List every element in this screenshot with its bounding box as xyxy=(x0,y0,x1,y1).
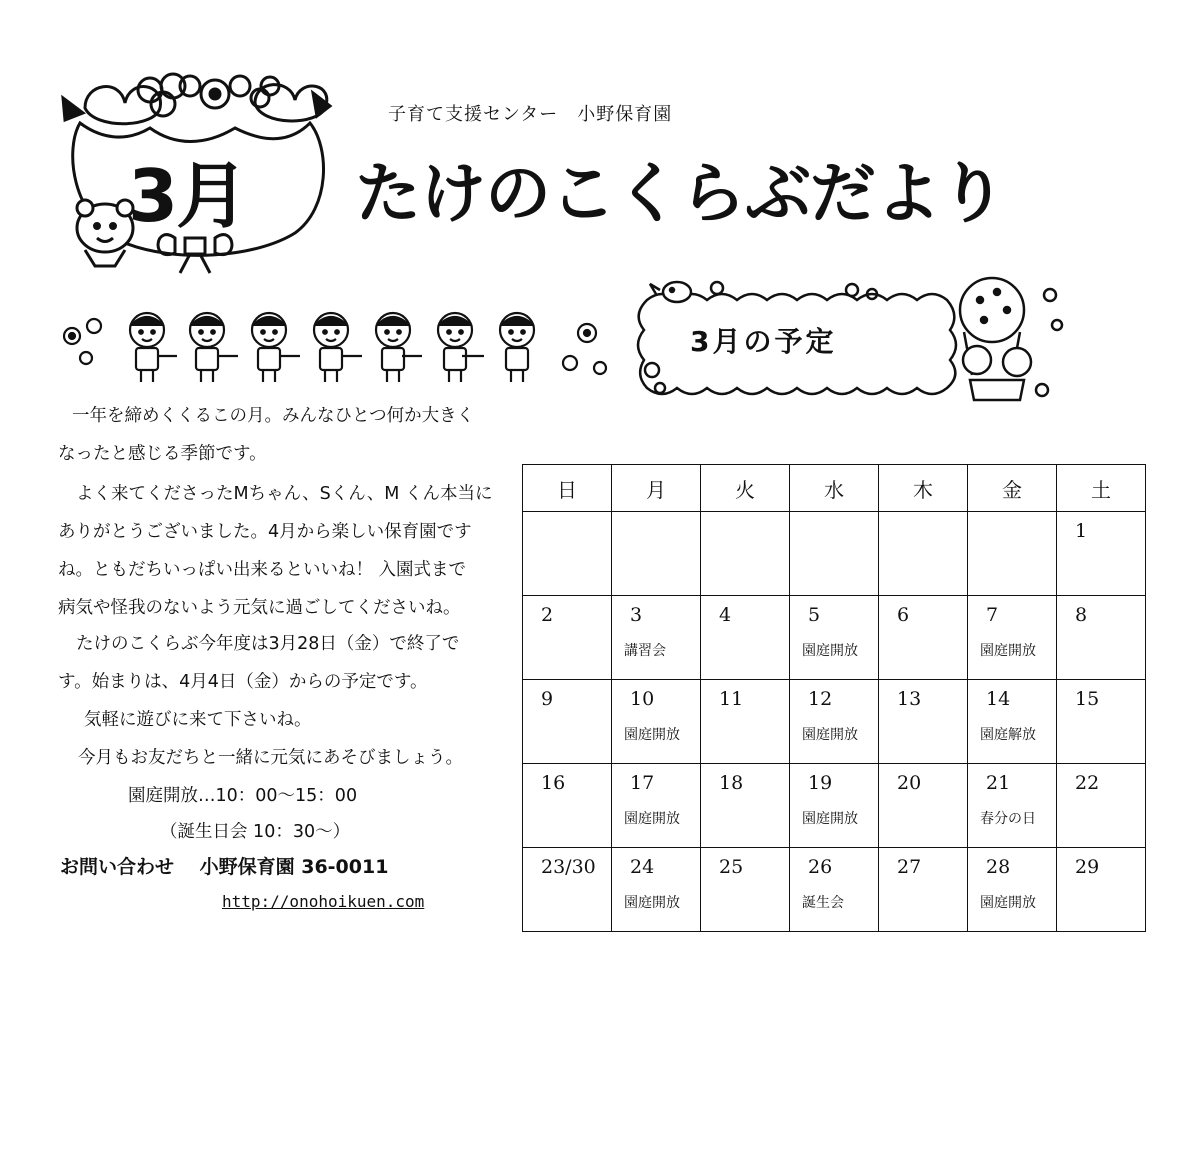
calendar-week-row xyxy=(523,764,1146,848)
paragraph-line: たけのこくらぶ今年度は3月28日（金）で終了で xyxy=(76,634,460,654)
birthday-party-time: （誕生日会 10：30〜） xyxy=(160,822,351,842)
calendar-day-cell xyxy=(701,512,790,596)
calendar-day-cell xyxy=(1057,764,1146,848)
calendar-day-cell xyxy=(612,764,701,848)
day-number: 6 xyxy=(897,604,910,626)
day-number: 14 xyxy=(986,688,1011,710)
day-number: 11 xyxy=(719,688,744,710)
day-number: 13 xyxy=(897,688,922,710)
calendar-day-cell xyxy=(1057,680,1146,764)
weekday-header: 火 xyxy=(701,465,790,512)
day-event: 誕生会 xyxy=(802,895,844,911)
website-link[interactable]: http://onohoikuen.com xyxy=(222,892,425,911)
calendar-day-cell xyxy=(879,848,968,932)
calendar-day-cell xyxy=(612,680,701,764)
calendar-day-cell xyxy=(968,680,1057,764)
day-number: 21 xyxy=(986,772,1011,794)
newsletter-title: たけのこくらぶだより xyxy=(355,155,1005,232)
calendar-day-cell xyxy=(790,596,879,680)
day-number: 25 xyxy=(719,856,744,878)
calendar-week-row xyxy=(523,596,1146,680)
calendar-week-row xyxy=(523,680,1146,764)
paragraph-line: 一年を締めくくるこの月。みんなひとつ何か大きく xyxy=(72,406,475,426)
day-number: 22 xyxy=(1075,772,1100,794)
calendar-day-cell xyxy=(612,596,701,680)
calendar-day-cell xyxy=(968,512,1057,596)
paragraph-line: なったと感じる季節です。 xyxy=(58,444,267,464)
children-holding-hands-illustration xyxy=(52,308,612,388)
day-number: 29 xyxy=(1075,856,1100,878)
organization-name: 子育て支援センター 小野保育園 xyxy=(388,104,673,125)
calendar-day-cell xyxy=(1057,848,1146,932)
day-number: 2 xyxy=(541,604,554,626)
day-event: 春分の日 xyxy=(980,811,1036,827)
calendar-day-cell xyxy=(523,764,612,848)
schedule-banner-title: 3月の予定 xyxy=(690,325,837,358)
weekday-header: 水 xyxy=(790,465,879,512)
weekday-header: 月 xyxy=(612,465,701,512)
day-number: 8 xyxy=(1075,604,1088,626)
month-heading: 3月 xyxy=(128,154,247,238)
day-number: 18 xyxy=(719,772,744,794)
contact-info: お問い合わせ 小野保育園 36-0011 xyxy=(60,856,389,878)
weekday-header: 日 xyxy=(523,465,612,512)
paragraph-line: ありがとうございました。4月から楽しい保育園です xyxy=(58,522,472,542)
day-event: 園庭開放 xyxy=(980,895,1036,911)
paragraph-line: 病気や怪我のないよう元気に過ごしてくださいね。 xyxy=(58,598,461,618)
calendar-day-cell xyxy=(968,764,1057,848)
day-number: 3 xyxy=(630,604,643,626)
paragraph-line: 気軽に遊びに来て下さいね。 xyxy=(84,710,312,730)
calendar-day-cell xyxy=(968,848,1057,932)
day-number: 7 xyxy=(986,604,999,626)
day-number: 28 xyxy=(986,856,1011,878)
day-number: 9 xyxy=(541,688,554,710)
calendar-day-cell xyxy=(523,596,612,680)
day-number: 1 xyxy=(1075,520,1088,542)
day-number: 27 xyxy=(897,856,922,878)
paragraph-line: よく来てくださったMちゃん、Sくん、M くん本当に xyxy=(76,484,493,504)
paragraph-line: ね。ともだちいっぱい出来るといいね！ 入園式まで xyxy=(58,560,467,580)
calendar-day-cell xyxy=(523,512,612,596)
day-number: 10 xyxy=(630,688,655,710)
paragraph-line: 今月もお友だちと一緒に元気にあそびましょう。 xyxy=(78,748,463,768)
calendar-day-cell xyxy=(701,764,790,848)
weekday-header: 土 xyxy=(1057,465,1146,512)
calendar-day-cell xyxy=(879,764,968,848)
day-number: 23/30 xyxy=(541,856,596,878)
day-event: 園庭開放 xyxy=(802,643,858,659)
calendar-day-cell xyxy=(879,680,968,764)
weekday-header-row xyxy=(523,465,1146,512)
day-event: 園庭開放 xyxy=(802,811,858,827)
day-event: 園庭開放 xyxy=(624,811,680,827)
day-number: 15 xyxy=(1075,688,1100,710)
calendar-day-cell xyxy=(701,680,790,764)
calendar-day-cell xyxy=(701,848,790,932)
calendar-day-cell xyxy=(1057,596,1146,680)
calendar-day-cell xyxy=(523,848,612,932)
calendar-week-row xyxy=(523,512,1146,596)
day-number: 20 xyxy=(897,772,922,794)
calendar-day-cell xyxy=(523,680,612,764)
day-event: 講習会 xyxy=(624,643,666,659)
calendar-week-row xyxy=(523,848,1146,932)
day-number: 26 xyxy=(808,856,833,878)
weekday-header: 金 xyxy=(968,465,1057,512)
calendar-day-cell xyxy=(879,512,968,596)
day-number: 17 xyxy=(630,772,655,794)
day-number: 16 xyxy=(541,772,566,794)
calendar-day-cell xyxy=(790,848,879,932)
day-number: 12 xyxy=(808,688,833,710)
day-number: 4 xyxy=(719,604,732,626)
paragraph-line: す。始まりは、4月4日（金）からの予定です。 xyxy=(58,672,428,692)
day-number: 5 xyxy=(808,604,821,626)
calendar-day-cell xyxy=(612,848,701,932)
day-event: 園庭開放 xyxy=(624,727,680,743)
calendar-day-cell xyxy=(701,596,790,680)
day-event: 園庭開放 xyxy=(802,727,858,743)
garden-open-hours: 園庭開放…10：00〜15：00 xyxy=(128,786,358,806)
weekday-header: 木 xyxy=(879,465,968,512)
calendar-day-cell xyxy=(790,764,879,848)
day-event: 園庭開放 xyxy=(624,895,680,911)
day-event: 園庭開放 xyxy=(980,643,1036,659)
calendar-day-cell xyxy=(612,512,701,596)
calendar-day-cell xyxy=(968,596,1057,680)
day-number: 19 xyxy=(808,772,833,794)
calendar-day-cell xyxy=(790,680,879,764)
calendar-day-cell xyxy=(790,512,879,596)
calendar-day-cell xyxy=(1057,512,1146,596)
calendar-day-cell xyxy=(879,596,968,680)
schedule-calendar xyxy=(522,464,1146,932)
day-number: 24 xyxy=(630,856,655,878)
day-event: 園庭解放 xyxy=(980,727,1036,743)
